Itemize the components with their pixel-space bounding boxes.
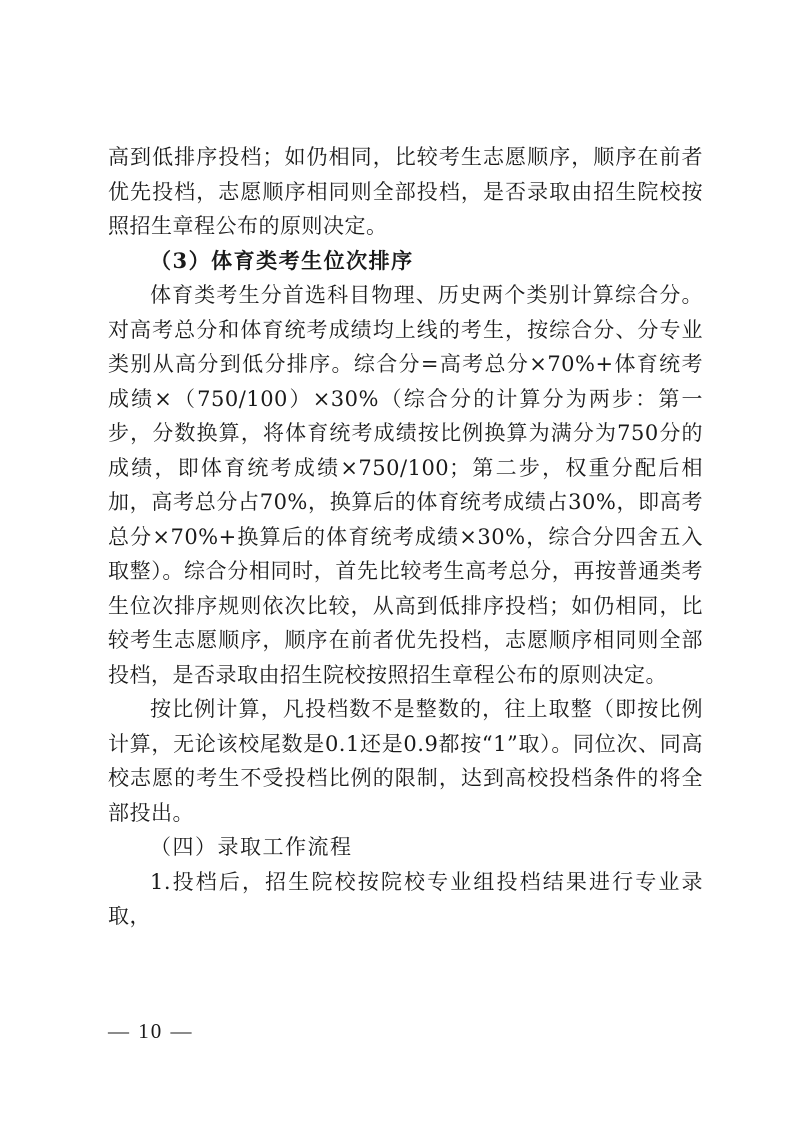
section-heading-sports-ranking: （3）体育类考生位次排序: [150, 247, 414, 273]
paragraph-admission-step-1: 1.投档后，招生院校按院校专业组投档结果进行专业录取，: [108, 869, 703, 928]
section-heading-admission-process: （四）录取工作流程: [150, 835, 353, 859]
document-body: [108, 140, 703, 934]
paragraph-continuation: 高到低排序投档；如仍相同，比较考生志愿顺序，顺序在前者优先投档，志愿顺序相同则全部投档，是否录取由招生院校按照招生章程公布的原则决定。: [108, 145, 703, 238]
page-number: — 10 —: [108, 1019, 194, 1043]
paragraph-proportion-rule: 按比例计算，凡投档数不是整数的，往上取整（即按比例计算，无论该校尾数是0.1还是0.9都按“1”取）。同位次、同高校志愿的考生不受投档比例的限制，达到高校投档条件的将全部投出。: [108, 697, 703, 825]
paragraph-sports-ranking: 体育类考生分首选科目物理、历史两个类别计算综合分。对高考总分和体育统考成绩均上线的考生，按综合分、分专业类别从高分到低分排序。综合分=高考总分×70%+体育统考成绩×（750/100）×30%（综合分的计算分为两步：第一步，分数换算，将体育统考成绩按比例换算为满分为750分的成绩，即体育统考成绩×750/100；第二步，权重分配后相加，高考总分占70%，换算后的体育统考成绩占30%，即高考总分×70%+换算后的体育统考成绩×30%，综合分四舍五入取整）。综合分相同时，首先比较考生高考总分，再按普通类考生位次排序规则依次比较，从高到低排序投档；如仍相同，比较考生志愿顺序，顺序在前者优先投档，志愿顺序相同则全部投档，是否录取由招生院校按照招生章程公布的原则决定。: [108, 283, 703, 687]
